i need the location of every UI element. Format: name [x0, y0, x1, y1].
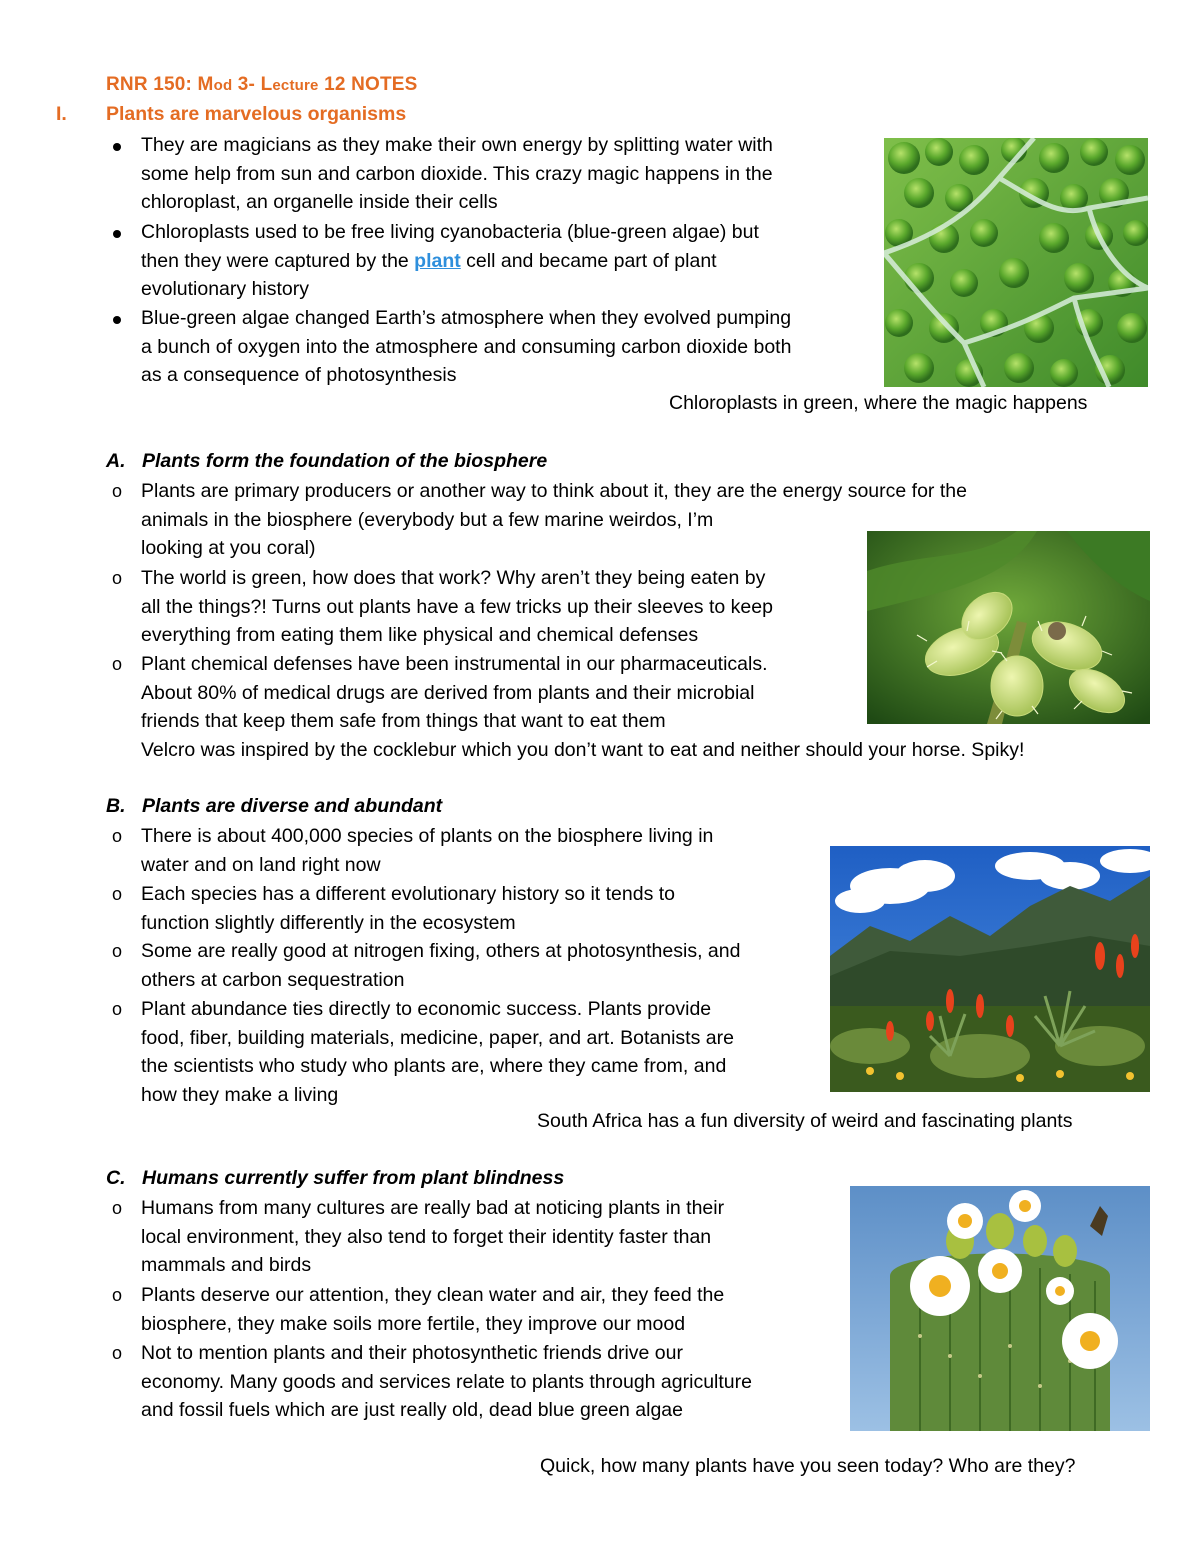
- bullet-circle: o: [111, 941, 122, 961]
- photo-caption: Chloroplasts in green, where the magic happens: [669, 392, 1088, 414]
- bullet-circle: o: [111, 1285, 122, 1305]
- bullet-circle: o: [111, 481, 122, 501]
- list-item: o Humans from many cultures are really bad at noticing plants in their local environment, they also tend to forget their identity faster than mammals and birds: [141, 1194, 724, 1280]
- bullet-disc: [113, 230, 121, 238]
- section-title: Plants are marvelous organisms: [106, 103, 407, 125]
- page-title: RNR 150: Mod 3- Lecture 12 NOTES: [106, 74, 418, 95]
- list-item: o Plant chemical defenses have been instrumental in our pharmaceuticals. About 80% of medical drugs are derived from plants and their microbial friends that keep them safe from things that want to eat them: [141, 650, 768, 736]
- bullet-circle: o: [111, 654, 122, 674]
- photo-caption: Velcro was inspired by the cocklebur which you don’t want to eat and neither should your horse. Spiky!: [141, 739, 1025, 761]
- list-item: o There is about 400,000 species of plants on the biosphere living in water and on land right now: [141, 822, 713, 879]
- plant-link[interactable]: plant: [414, 249, 461, 272]
- list-item: o Plants are primary producers or another way to think about it, they are the energy source for the animals in the biosphere (everybody but a few marine weirdos, I’m looking at you coral): [141, 477, 967, 563]
- list-item: o Some are really good at nitrogen fixing, others at photosynthesis, and others at carbon sequestration: [141, 937, 740, 994]
- south-africa-landscape-photo: [830, 846, 1150, 1092]
- bullet-circle: o: [111, 1343, 122, 1363]
- section-number: I.: [56, 103, 67, 125]
- bullet-circle: o: [111, 1198, 122, 1218]
- list-item: Blue-green algae changed Earth’s atmosphere when they evolved pumping a bunch of oxygen into the atmosphere and consuming carbon dioxide both as a consequence of photosynthesis: [141, 304, 791, 390]
- subsection-heading: C. Humans currently suffer from plant blindness: [106, 1167, 565, 1189]
- list-item: o Plant abundance ties directly to economic success. Plants provide food, fiber, building materials, medicine, paper, and art. Botanists are the scientists who study who plants are, where they came from, and how they make a living: [141, 995, 734, 1110]
- bullet-circle: o: [111, 999, 122, 1019]
- list-item: o Not to mention plants and their photosynthetic friends drive our economy. Many goods and services relate to plants through agriculture and fossil fuels which are just really old, dead blue green algae: [141, 1339, 752, 1425]
- subsection-heading: A. Plants form the foundation of the biosphere: [106, 450, 548, 472]
- chloroplast-cells-photo: [884, 138, 1148, 387]
- photo-caption: South Africa has a fun diversity of weird and fascinating plants: [537, 1110, 1073, 1132]
- list-item: Chloroplasts used to be free living cyanobacteria (blue-green algae) but then they were captured by the plant cell and became part of plant evolutionary history: [141, 218, 759, 304]
- list-item: o The world is green, how does that work? Why aren’t they being eaten by all the things?! Turns out plants have a few tricks up their sleeves to keep everything from eating them like physical and chemical defenses: [141, 564, 773, 650]
- list-item: They are magicians as they make their own energy by splitting water with some help from sun and carbon dioxide. This crazy magic happens in the chloroplast, an organelle inside their cells: [141, 131, 773, 217]
- bullet-disc: [113, 143, 121, 151]
- bullet-circle: o: [111, 826, 122, 846]
- saguaro-cactus-flowers-photo: [850, 1186, 1150, 1431]
- photo-caption: Quick, how many plants have you seen today? Who are they?: [540, 1455, 1076, 1477]
- bullet-disc: [113, 316, 121, 324]
- bullet-circle: o: [111, 884, 122, 904]
- subsection-heading: B. Plants are diverse and abundant: [106, 795, 443, 817]
- cocklebur-burs-photo: [867, 531, 1150, 724]
- list-item: o Plants deserve our attention, they clean water and air, they feed the biosphere, they make soils more fertile, they improve our mood: [141, 1281, 724, 1338]
- bullet-circle: o: [111, 568, 122, 588]
- list-item: o Each species has a different evolutionary history so it tends to function slightly differently in the ecosystem: [141, 880, 675, 937]
